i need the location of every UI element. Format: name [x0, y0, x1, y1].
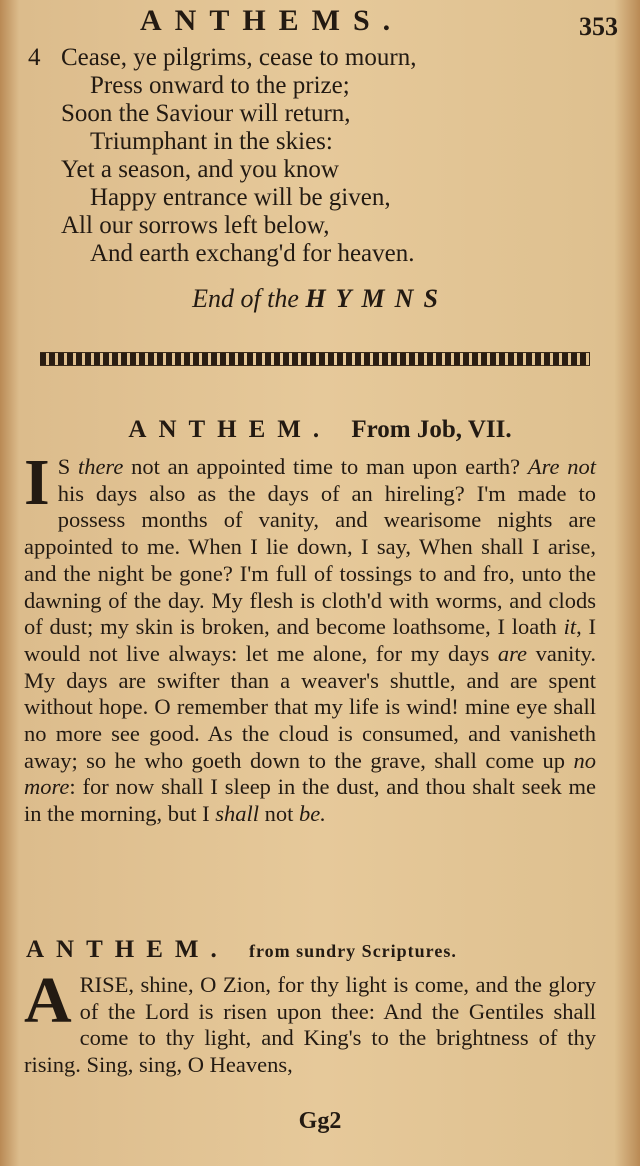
text-segment: RISE, shine, O Zion, for thy light is come, and the glory of the Lord is risen upon thee: And the Gentiles shall come to thy light, and King's to the brightness of thy rising. Sing, sing, O Heavens,	[24, 972, 596, 1078]
text-segment: it	[563, 614, 577, 640]
signature-mark: Gg2	[298, 1108, 342, 1134]
text-segment: , I would not live always: let me alone, for my days	[24, 614, 596, 666]
page-number: 353	[579, 12, 618, 41]
anthem-text-job	[24, 446, 596, 828]
anthem-heading-scriptures	[26, 936, 616, 964]
anthem-heading-source: From Job, VII.	[351, 416, 512, 443]
verse-line: And earth exchang'd for heaven.	[90, 240, 415, 267]
end-note-caps: HYMNS	[305, 284, 448, 313]
text-segment: are	[497, 640, 528, 666]
verse-line: All our sorrows left below,	[61, 212, 330, 239]
verse-number: 4	[28, 44, 41, 71]
anthem-heading-word: ANTHEM.	[128, 416, 332, 443]
anthem-body	[24, 964, 596, 1078]
verse-line: Cease, ye pilgrims, cease to mourn,	[61, 44, 417, 71]
ornament-divider	[40, 352, 590, 366]
text-segment: not	[259, 801, 300, 827]
text-segment: there	[77, 454, 124, 479]
drop-cap: I	[24, 446, 50, 519]
anthem-text-scriptures	[24, 964, 596, 1079]
drop-cap: A	[24, 964, 72, 1037]
anthem-heading-job	[0, 416, 640, 444]
running-title: ANTHEMS.	[140, 4, 404, 37]
text-segment: not an appointed time to man upon earth?	[123, 454, 528, 479]
verse-line: Happy entrance will be given,	[90, 184, 391, 211]
hymn-verse	[28, 44, 618, 268]
text-segment: : for now shall I sleep in the dust, and thou shalt seek me in the morning, but I	[24, 774, 596, 827]
end-of-hymns-note	[0, 284, 640, 314]
verse-line: Soon the Saviour will return,	[61, 100, 351, 127]
text-segment: shall	[215, 801, 259, 827]
text-segment: vanity. My days are swifter than a weaver's shuttle, and are spent without hope. O remember that my life is wind! mine eye shall no more see good. As the cloud is consumed, and vanisheth away; so he who goeth down to the grave, shall come up	[24, 640, 596, 773]
anthem-heading-source: from sundry Scriptures.	[249, 941, 457, 961]
text-segment: be.	[299, 801, 326, 827]
verse-line: Triumphant in the skies:	[90, 128, 333, 155]
end-note-prefix: End of the	[192, 284, 299, 313]
verse-line: Yet a season, and you know	[61, 156, 339, 183]
text-segment: his days also as the days of an hireling? I'm made to possess months of vanity, and wearisome nights are appointed to me. When I lie down, I say, When shall I arise, and the night be gone? I'm full of tossings to and fro, unto the dawning of the day. My flesh is cloth'd with worms, and clods of dust; my skin is broken, and become loathsome, I loath	[24, 480, 596, 640]
running-head	[0, 4, 640, 40]
verse-lines	[28, 44, 618, 268]
text-segment: no more	[24, 747, 596, 800]
anthem-heading-word: ANTHEM.	[26, 936, 229, 963]
anthem-body	[24, 446, 596, 827]
text-segment: Are not	[527, 454, 596, 479]
verse-line: Press onward to the prize;	[90, 72, 350, 99]
text-segment: S	[57, 454, 78, 479]
